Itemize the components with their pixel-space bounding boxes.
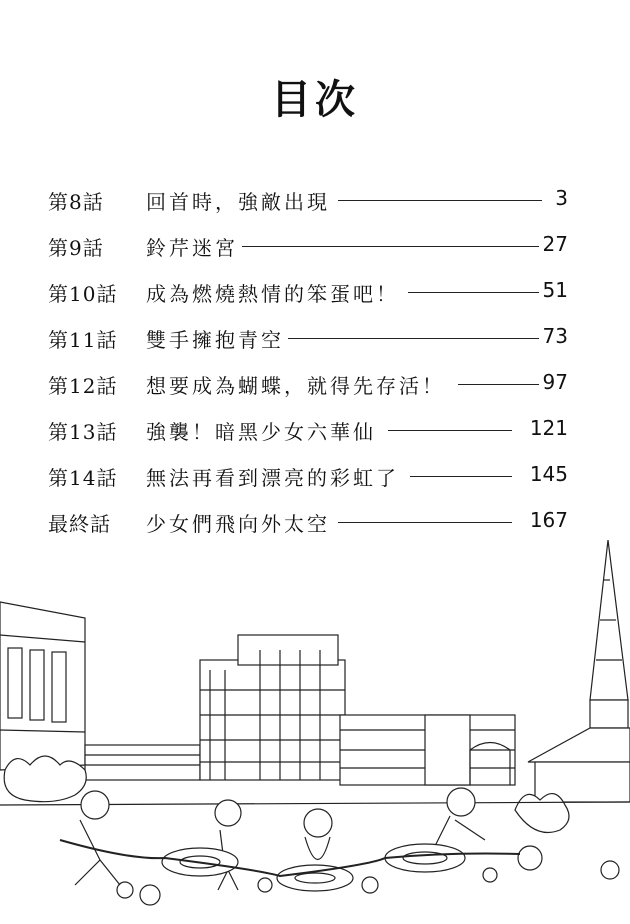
dot-leader — [388, 430, 512, 431]
chapter-title: 成為燃燒熱情的笨蛋吧！ — [146, 278, 403, 307]
page-number: 51 — [539, 278, 568, 302]
right-building — [340, 715, 515, 785]
low-building — [85, 745, 200, 780]
school-illustration — [0, 540, 630, 924]
tires — [162, 844, 465, 891]
dot-leader — [458, 384, 542, 385]
chapter-title: 少女們飛向外太空 — [146, 508, 334, 537]
dot-leader — [238, 246, 542, 247]
chapter-title: 回首時，強敵出現 — [146, 186, 334, 215]
church-steeple — [528, 540, 630, 802]
chapter-number: 第10話 — [48, 282, 118, 306]
dot-leader — [288, 338, 542, 339]
page-title: 目次 — [271, 77, 359, 123]
page-number: 145 — [526, 462, 568, 486]
central-building — [200, 635, 345, 780]
page-number: 167 — [526, 508, 568, 532]
chapter-number: 第8話 — [48, 190, 104, 214]
page-number: 121 — [526, 416, 568, 440]
chapter-title: 雙手擁抱青空 — [146, 324, 288, 353]
page-number: 73 — [539, 324, 568, 348]
page-number: 27 — [539, 232, 568, 256]
toc-entry[interactable] — [48, 462, 568, 490]
chapter-title: 無法再看到漂亮的彩虹了 — [146, 462, 403, 491]
chapter-number: 第13話 — [48, 420, 118, 444]
page-number: 97 — [539, 370, 568, 394]
chapter-title: 想要成為蝴蝶，就得先存活！ — [146, 370, 449, 399]
toc-entry[interactable] — [48, 508, 568, 536]
toc-entry[interactable] — [48, 370, 568, 398]
chapter-number: 第14話 — [48, 466, 118, 490]
toc-entry[interactable] — [48, 278, 568, 306]
chapter-title: 強襲！暗黑少女六華仙 — [146, 416, 380, 445]
dot-leader — [410, 476, 512, 477]
chapter-number: 第11話 — [48, 328, 118, 352]
dot-leader — [408, 292, 542, 293]
chapter-number: 最終話 — [48, 512, 111, 536]
chapter-number: 第9話 — [48, 236, 104, 260]
toc-entry[interactable] — [48, 186, 568, 214]
toc-entry[interactable] — [48, 324, 568, 352]
toc-entry[interactable] — [48, 232, 568, 260]
page-number: 3 — [551, 186, 568, 210]
toc-entry[interactable] — [48, 416, 568, 444]
dot-leader — [338, 200, 542, 201]
chapter-title: 鈴芹迷宮 — [146, 232, 242, 261]
left-building — [0, 602, 85, 770]
chapter-number: 第12話 — [48, 374, 118, 398]
dot-leader — [338, 522, 512, 523]
